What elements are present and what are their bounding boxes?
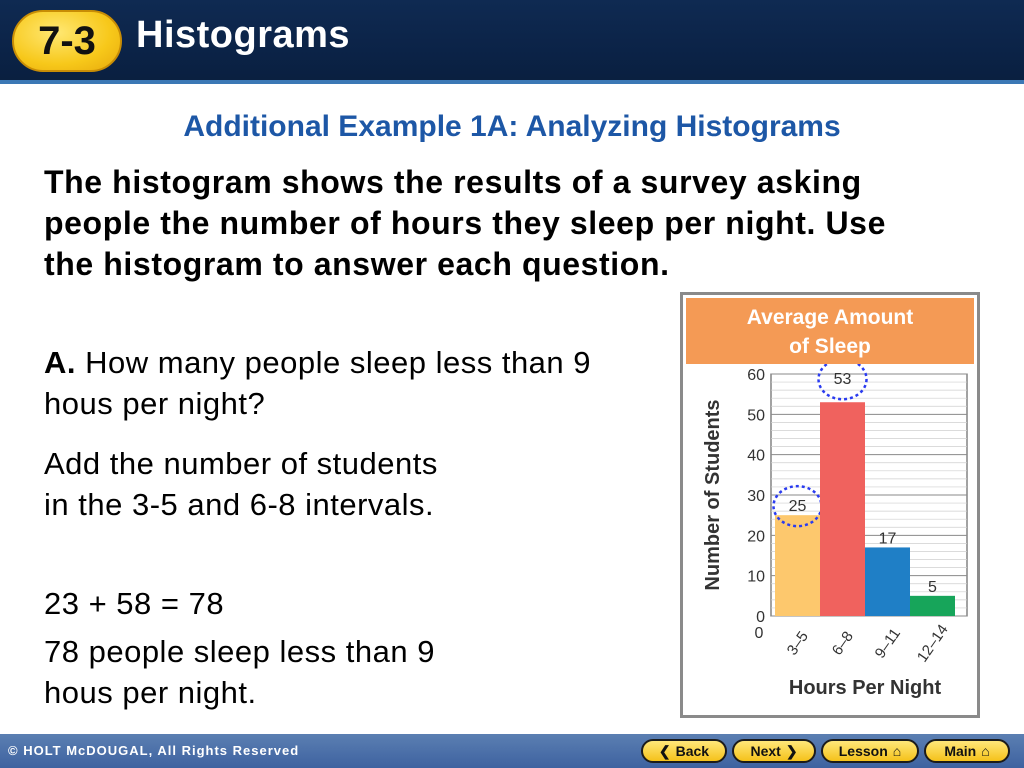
y-axis-title: Number of Students [702, 399, 724, 591]
main-button[interactable] [924, 739, 1010, 763]
bar-value-label: 25 [788, 498, 807, 516]
x-category-label: 9–11 [871, 625, 905, 662]
explanation-text: Add the number of students in the 3-5 and 6-8 intervals. [44, 446, 438, 522]
histogram-bar [820, 402, 865, 616]
chevron-right-icon: ❯ [785, 743, 798, 759]
next-label: Next [750, 743, 781, 759]
y-tick-label: 0 [756, 609, 765, 626]
copyright-text: © HOLT McDOUGAL, All Rights Reserved [8, 743, 300, 758]
back-button[interactable] [641, 739, 727, 763]
footer-bar [0, 734, 1024, 768]
chart-title-line-2: of Sleep [789, 335, 871, 358]
bar-value-label: 5 [928, 578, 937, 596]
bar-value-label: 53 [833, 371, 852, 389]
header-bar [0, 0, 1024, 84]
main-label: Main [944, 743, 977, 759]
y-tick-label: 10 [747, 568, 765, 586]
x-category-label: 3–5 [783, 628, 812, 659]
histogram-bar [775, 515, 820, 616]
histogram-bar [910, 596, 955, 616]
histogram-bar [865, 547, 910, 616]
lesson-number: 7-3 [38, 18, 96, 63]
y-tick-label: 30 [747, 488, 765, 505]
back-label: Back [675, 743, 710, 759]
x-origin-label: 0 [754, 625, 764, 642]
header-divider [0, 80, 1024, 84]
equation-text: 23 + 58 = 78 [44, 586, 225, 621]
intro-text: The histogram shows the results of a survey asking people the number of hours they sleep per night. Use the histogram to answer each question. [44, 164, 886, 282]
home-icon: ⌂ [892, 743, 902, 759]
lesson-title: Histograms [136, 14, 351, 56]
y-tick-label: 50 [747, 407, 765, 425]
x-axis-title: Hours Per Night [788, 677, 942, 699]
lesson-button[interactable] [821, 739, 919, 763]
histogram-figure [680, 292, 980, 718]
lesson-label: Lesson [838, 743, 888, 759]
answer-text: 78 people sleep less than 9 hous per night. [44, 634, 435, 710]
question-label: A. [44, 345, 76, 380]
chart-title-line-1: Average Amount [746, 306, 914, 329]
example-title: Additional Example 1A: Analyzing Histograms [183, 110, 841, 143]
y-tick-label: 20 [747, 528, 765, 546]
question-text: How many people sleep less than 9 hous per night? [44, 345, 592, 421]
x-category-label: 12–14 [913, 621, 952, 666]
home-icon: ⌂ [981, 743, 990, 759]
y-tick-label: 40 [747, 447, 765, 465]
lesson-number-badge [12, 10, 122, 72]
y-tick-label: 60 [747, 367, 765, 384]
chevron-left-icon: ❮ [658, 743, 671, 759]
chart-title [686, 298, 974, 364]
histogram-chart [683, 364, 977, 718]
next-button[interactable] [732, 739, 816, 763]
x-category-label: 6–8 [828, 628, 857, 659]
question-a [44, 342, 604, 424]
bar-value-label: 17 [878, 530, 897, 548]
